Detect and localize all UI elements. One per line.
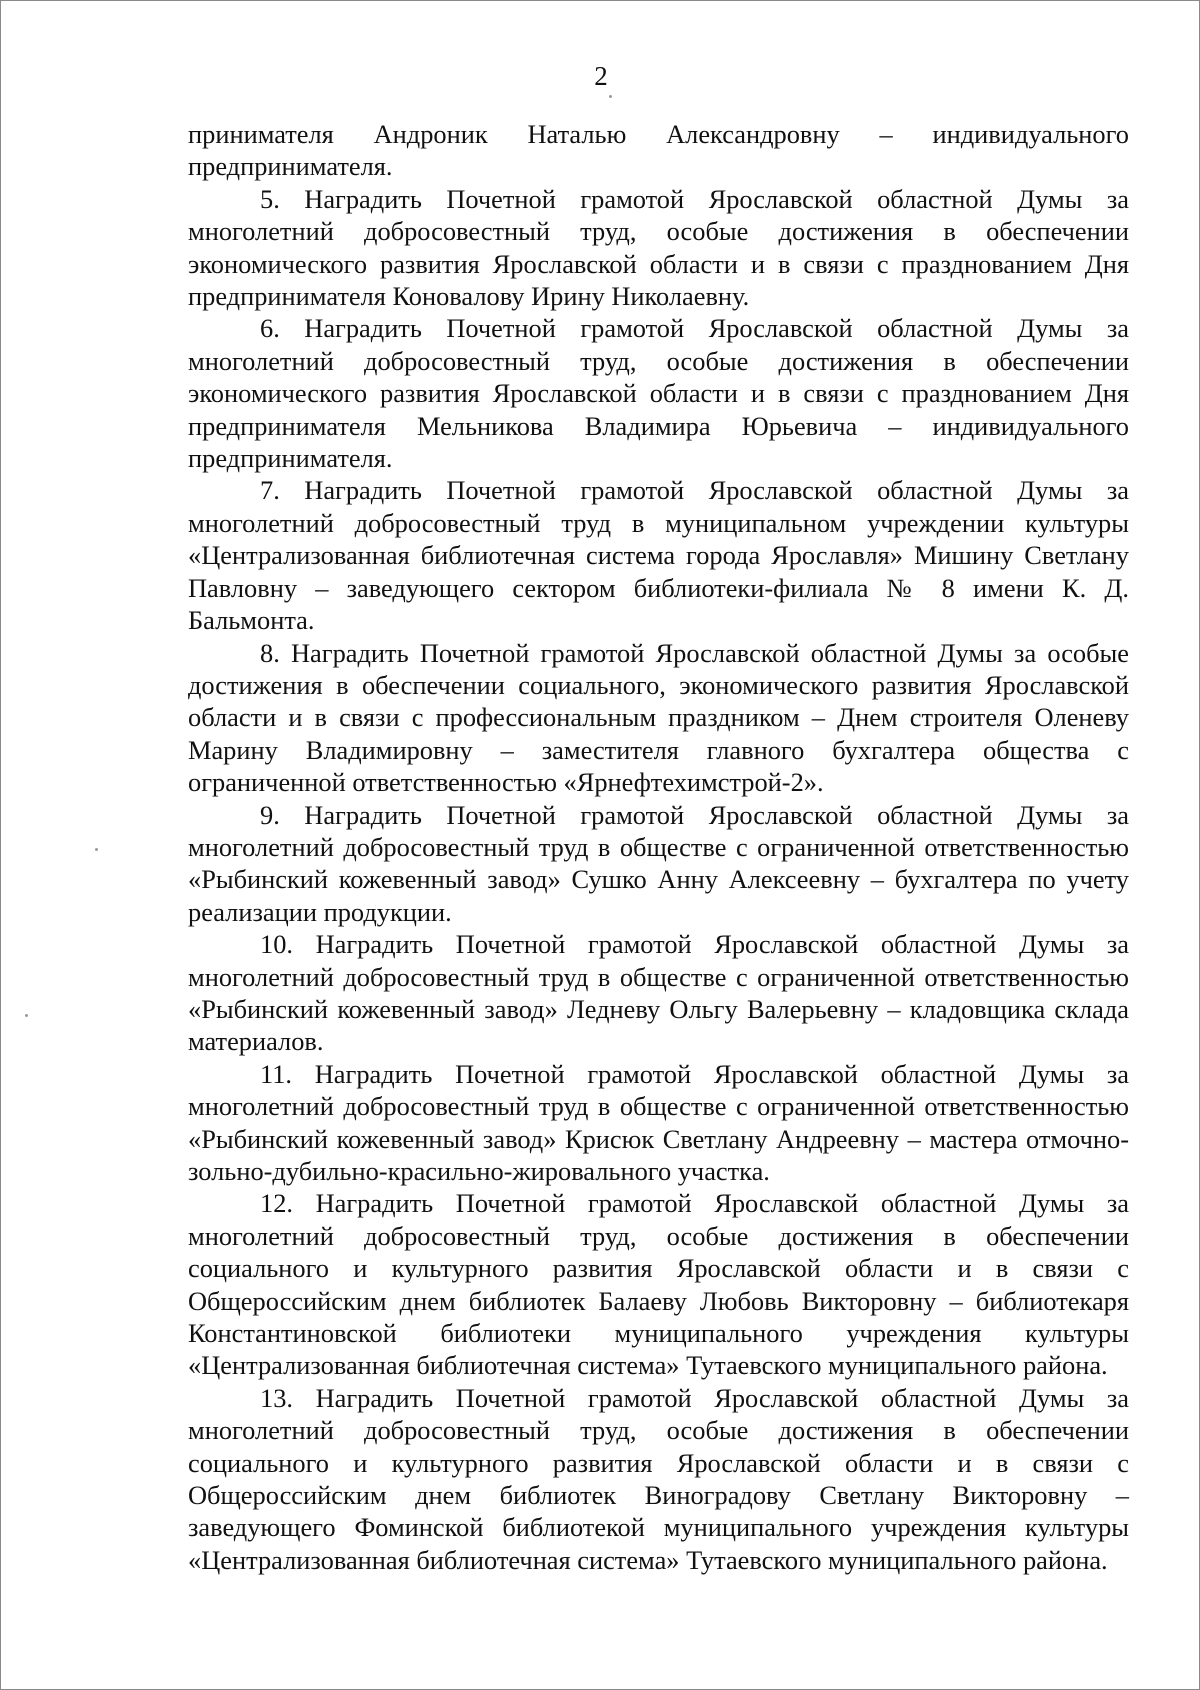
paragraph-item-7: 7. Наградить Почетной грамотой Ярославской областной Думы за многолетний добросовестный труд в муниципальном учреждении культуры «Централизованная библиотечная система города Ярославля» Мишину Светлану Павловну – заведующего сектором библиотеки-филиала № 8 имени К. Д. Бальмонта.: [188, 475, 1129, 636]
paragraph-item-9: 9. Наградить Почетной грамотой Ярославской областной Думы за многолетний добросовестный труд в обществе с ограниченной ответственностью «Рыбинский кожевенный завод» Сушко Анну Алексеевну – бухгалтера по учету реализации продукции.: [188, 799, 1129, 927]
paragraph-item-5: 5. Наградить Почетной грамотой Ярославской областной Думы за многолетний добросовестный труд, особые достижения в обеспечении экономического развития Ярославской области и в связи с празднованием Дня предпринимателя Коновалову Ирину Николаевну.: [188, 183, 1129, 312]
page-number: 2: [594, 61, 608, 91]
paragraph-item-8: 8. Наградить Почетной грамотой Ярославской областной Думы за особые достижения в обеспечении социального, экономического развития Ярославской области и в связи с профессиональным праздником – Днем строителя Оленеву Марину Владимировну – заместителя главного бухгалтера общества с ограниченной ответственностью «Ярнефтехимстрой-2».: [188, 637, 1129, 798]
scan-speck: [25, 1014, 28, 1017]
paragraph-item-12: 12. Наградить Почетной грамотой Ярославской областной Думы за многолетний добросовестный труд, особые достижения в обеспечении социального и культурного развития Ярославской области и в связи с Общероссийским днем библиотек Балаеву Любовь Викторовну – библиотекаря Константиновской библиотеки муниципального учреждения культуры «Централизованная библиотечная система» Тутаевского муниципального района.: [188, 1188, 1129, 1381]
scan-speck: [95, 848, 98, 851]
paragraph-item-13: 13. Наградить Почетной грамотой Ярославской областной Думы за многолетний добросовестный труд, особые достижения в обеспечении социального и культурного развития Ярославской области и в связи с Общероссийским днем библиотек Виноградову Светлану Викторовну – заведующего Фоминской библиотекой муниципального учреждения культуры «Централизованная библиотечная система» Тутаевского муниципального района.: [188, 1382, 1129, 1575]
paragraph-item-11: 11. Наградить Почетной грамотой Ярославской областной Думы за многолетний добросовестный труд в обществе с ограниченной ответственностью «Рыбинский кожевенный завод» Крисюк Светлану Андреевну – мастера отмочно-зольно-дубильно-красильно-жировального участка.: [188, 1058, 1129, 1186]
paragraph-continuation: принимателя Андроник Наталью Александровну – индивидуального предпринимателя.: [188, 119, 1129, 182]
paragraph-item-10: 10. Наградить Почетной грамотой Ярославской областной Думы за многолетний добросовестный труд в обществе с ограниченной ответственностью «Рыбинский кожевенный завод» Ледневу Ольгу Валерьевну – кладовщика склада материалов.: [188, 929, 1129, 1057]
document-body: [188, 118, 1129, 1576]
paragraph-item-6: 6. Наградить Почетной грамотой Ярославской областной Думы за многолетний добросовестный труд, особые достижения в обеспечении экономического развития Ярославской области и в связи с празднованием Дня предпринимателя Мельникова Владимира Юрьевича – индивидуального предпринимателя.: [188, 313, 1129, 474]
scan-speck: [609, 95, 612, 98]
